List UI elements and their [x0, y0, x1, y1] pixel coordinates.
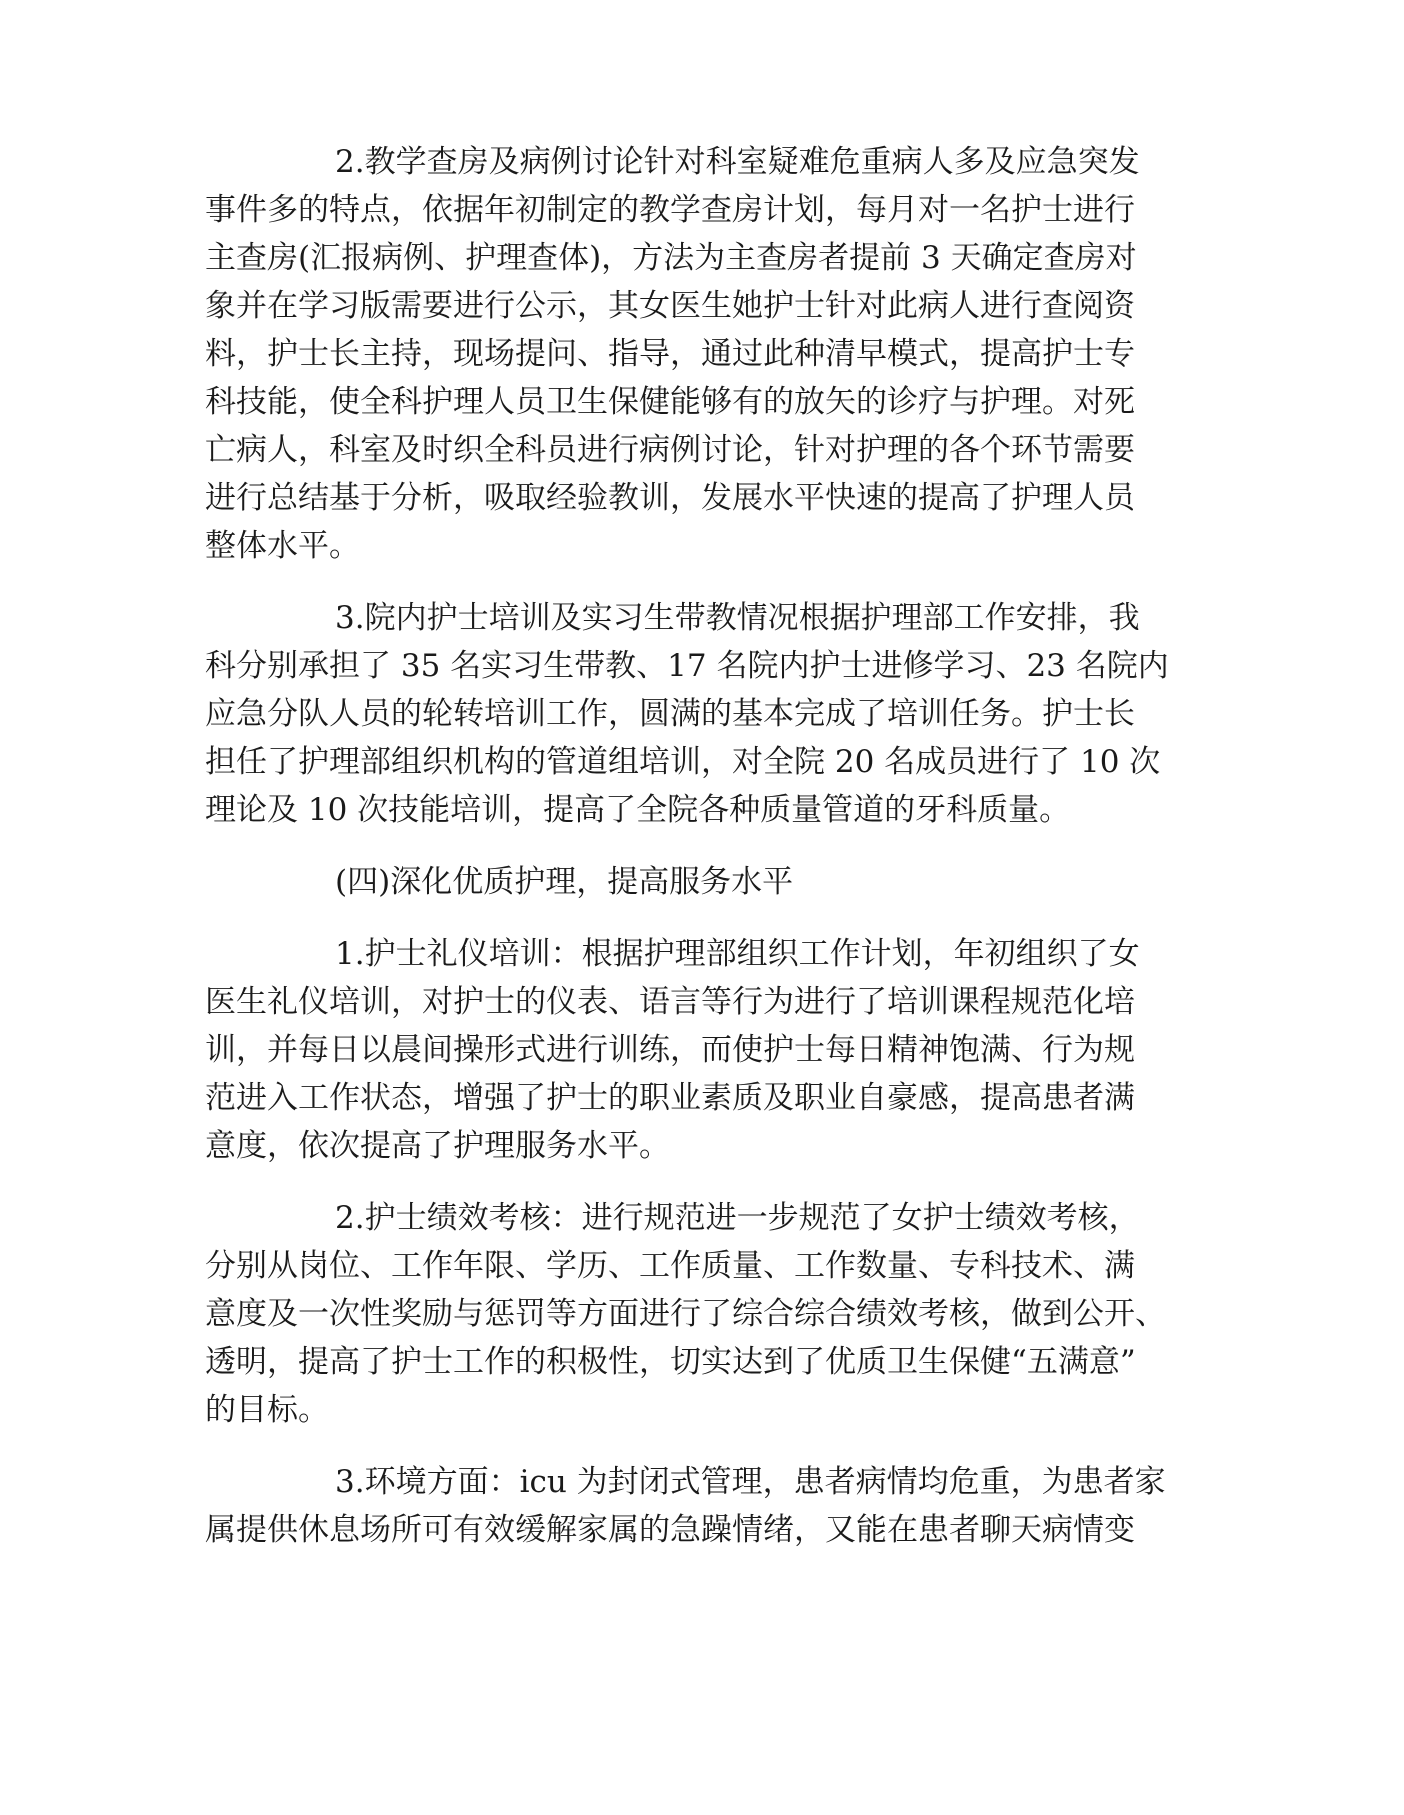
text-line: 3.环境方面：icu 为封闭式管理，患者病情均危重，为患者家 [335, 1464, 1166, 1500]
document-body [205, 138, 1205, 1578]
text-line: 属提供休息场所可有效缓解家属的急躁情绪，又能在患者聊天病情变 [205, 1512, 1135, 1548]
text-line: 意度，依次提高了护理服务水平。 [205, 1128, 670, 1164]
text-line: 亡病人，科室及时织全科员进行病例讨论，针对护理的各个环节需要 [205, 432, 1135, 468]
section-heading [205, 858, 1205, 906]
paragraph-etiquette-training [205, 930, 1205, 1170]
paragraph-performance-assessment [205, 1194, 1205, 1434]
paragraph-nurse-training [205, 594, 1205, 834]
text-line: 2.教学查房及病例讨论针对科室疑难危重病人多及应急突发 [335, 144, 1140, 180]
text-line: 料，护士长主持，现场提问、指导，通过此种清早模式，提高护士专 [205, 336, 1135, 372]
text-line: 进行总结基于分析，吸取经验教训，发展水平快速的提高了护理人员 [205, 480, 1135, 516]
text-line: 整体水平。 [205, 528, 360, 564]
text-line: 透明，提高了护士工作的积极性，切实达到了优质卫生保健“五满意” [205, 1344, 1136, 1380]
text-line: 的目标。 [205, 1392, 329, 1428]
text-line: 训，并每日以晨间操形式进行训练，而使护士每日精神饱满、行为规 [205, 1032, 1135, 1068]
text-line: 3.院内护士培训及实习生带教情况根据护理部工作安排，我 [335, 600, 1140, 636]
paragraph-teaching-rounds [205, 138, 1205, 570]
text-line: 分别从岗位、工作年限、学历、工作质量、工作数量、专科技术、满 [205, 1248, 1135, 1284]
text-line: 事件多的特点，依据年初制定的教学查房计划，每月对一名护士进行 [205, 192, 1135, 228]
text-line: 理论及 10 次技能培训，提高了全院各种质量管道的牙科质量。 [205, 792, 1071, 828]
text-line: (四)深化优质护理，提高服务水平 [335, 864, 794, 900]
text-line: 应急分队人员的轮转培训工作，圆满的基本完成了培训任务。护士长 [205, 696, 1135, 732]
text-line: 象并在学习版需要进行公示，其女医生她护士针对此病人进行查阅资 [205, 288, 1135, 324]
text-line: 科技能，使全科护理人员卫生保健能够有的放矢的诊疗与护理。对死 [205, 384, 1135, 420]
text-line: 意度及一次性奖励与惩罚等方面进行了综合综合绩效考核，做到公开、 [205, 1296, 1166, 1332]
text-line: 主查房(汇报病例、护理查体)，方法为主查房者提前 3 天确定查房对 [205, 240, 1137, 276]
text-line: 科分别承担了 35 名实习生带教、17 名院内护士进修学习、23 名院内 [205, 648, 1169, 684]
text-line: 1.护士礼仪培训：根据护理部组织工作计划，年初组织了女 [335, 936, 1140, 972]
text-line: 担任了护理部组织机构的管道组培训，对全院 20 名成员进行了 10 次 [205, 744, 1161, 780]
paragraph-environment [205, 1458, 1205, 1554]
text-line: 医生礼仪培训，对护士的仪表、语言等行为进行了培训课程规范化培 [205, 984, 1135, 1020]
text-line: 2.护士绩效考核：进行规范进一步规范了女护士绩效考核， [335, 1200, 1140, 1236]
text-line: 范进入工作状态，增强了护士的职业素质及职业自豪感，提高患者满 [205, 1080, 1135, 1116]
